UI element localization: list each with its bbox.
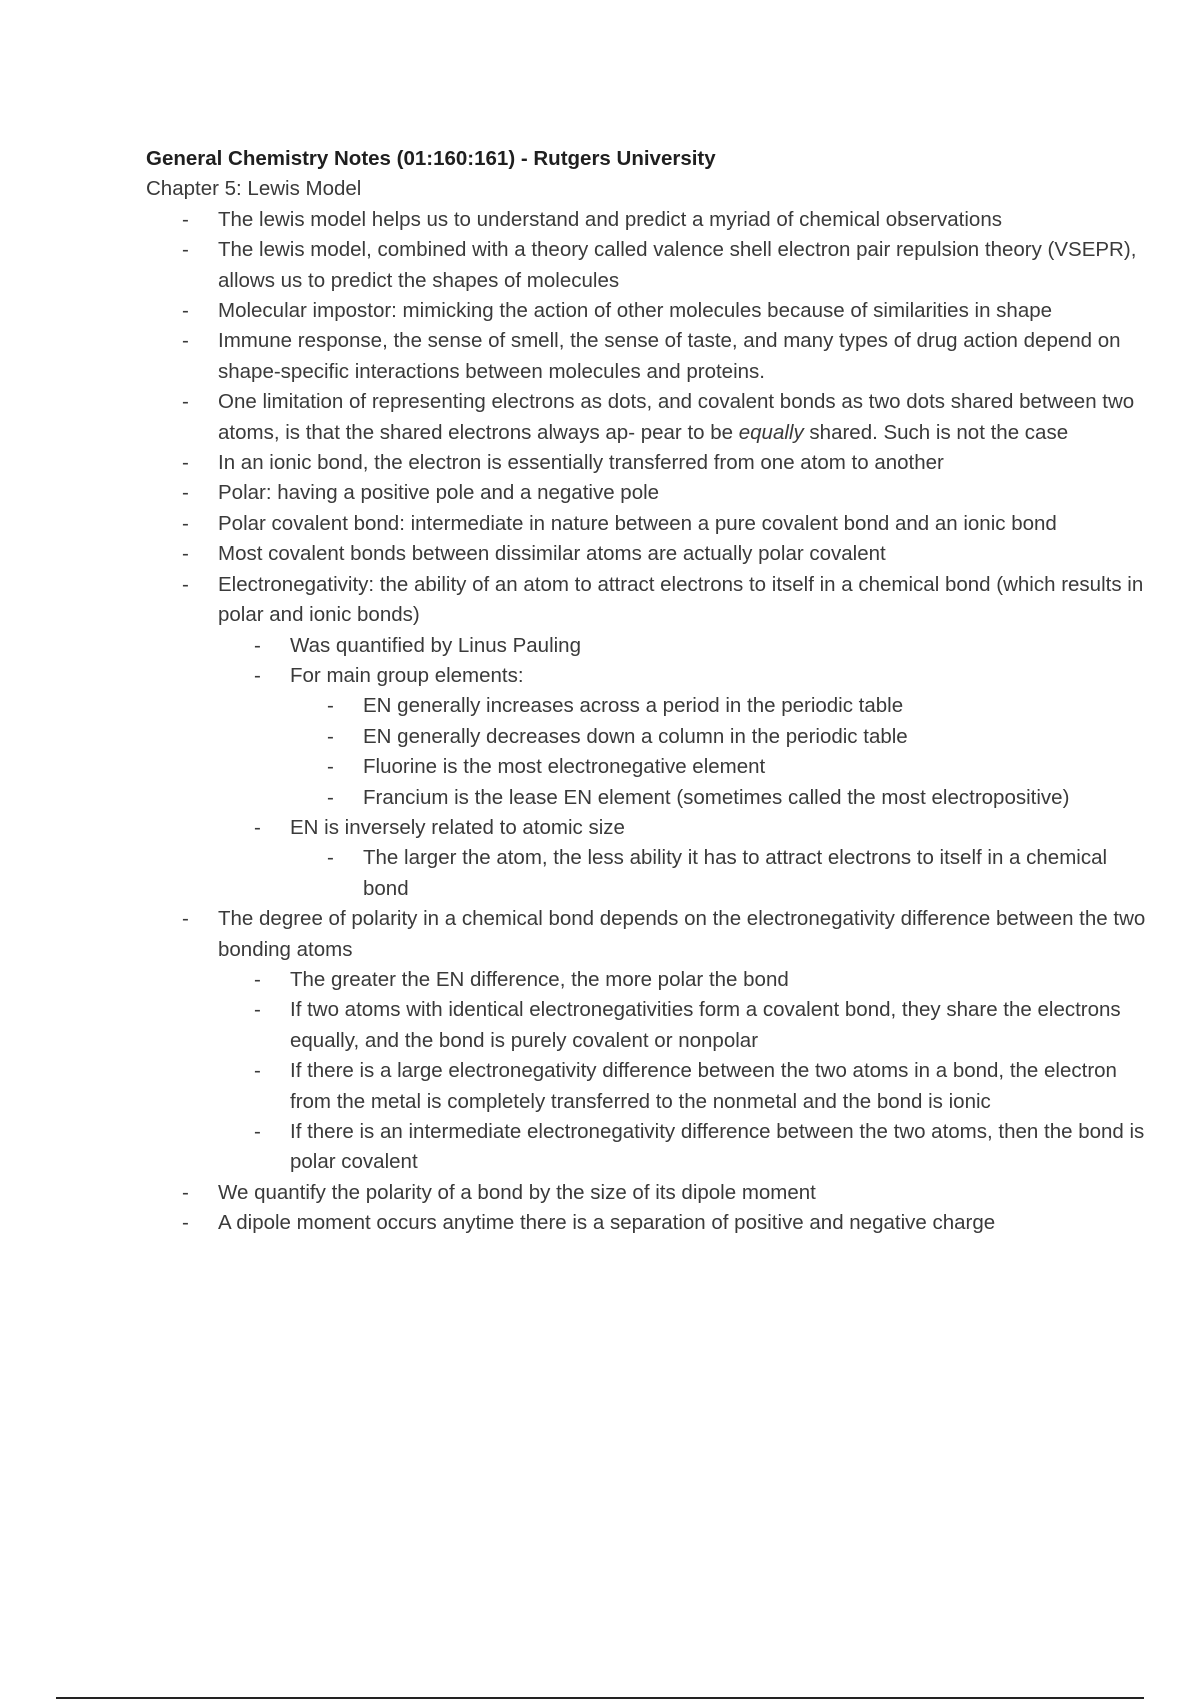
note-text: A dipole moment occurs anytime there is a separation of positive and negative charge — [218, 1211, 996, 1235]
note-item-level-1 — [146, 326, 1146, 387]
note-item-level-1 — [146, 509, 1146, 539]
note-item-level-1 — [146, 539, 1146, 569]
bullet-dash: - — [182, 481, 189, 505]
bullet-dash: - — [182, 451, 189, 475]
note-text: Francium is the lease EN element (sometimes called the most electropositive) — [363, 785, 1070, 809]
note-item-level-1 — [146, 387, 1146, 448]
bullet-dash: - — [182, 207, 189, 231]
note-text: We quantify the polarity of a bond by the size of its dipole moment — [218, 1180, 816, 1204]
note-item-level-1 — [146, 904, 1146, 965]
note-text: Immune response, the sense of smell, the sense of taste, and many types of drug action depend on shape-specific interactions between molecules and proteins. — [218, 329, 1121, 383]
note-item-level-1 — [146, 448, 1146, 478]
note-item-level-2 — [146, 631, 1146, 661]
note-text: The larger the atom, the less ability it has to attract electrons to itself in a chemical bond — [363, 846, 1108, 900]
note-item-level-1 — [146, 1178, 1146, 1208]
note-item-level-2 — [146, 1117, 1146, 1178]
note-text: shared. Such is not the case — [803, 420, 1069, 444]
bullet-dash: - — [182, 299, 189, 323]
note-item-level-3 — [146, 722, 1146, 752]
note-text: If there is an intermediate electronegativity difference between the two atoms, then the bond is polar covalent — [290, 1120, 1145, 1174]
note-text: Fluorine is the most electronegative element — [363, 755, 766, 779]
note-item-level-2 — [146, 813, 1146, 843]
note-item-level-1 — [146, 570, 1146, 631]
bullet-dash: - — [182, 907, 189, 931]
bullet-dash: - — [327, 846, 334, 870]
note-item-level-2 — [146, 995, 1146, 1056]
bullet-dash: - — [182, 511, 189, 535]
bullet-dash: - — [182, 542, 189, 566]
bullet-dash: - — [254, 998, 261, 1022]
note-text: If there is a large electronegativity difference between the two atoms in a bond, the electron from the metal is completely transferred to the nonmetal and the bond is ionic — [290, 1059, 1117, 1113]
note-text: Electronegativity: the ability of an atom to attract electrons to itself in a chemical bond (which results in polar and ionic bonds) — [218, 572, 1144, 627]
bullet-dash: - — [254, 663, 261, 687]
note-text: One limitation of representing electrons as dots, and covalent bonds as two dots shared between two atoms, is that the shared electrons always ap- pear to be — [218, 390, 1135, 444]
bullet-dash: - — [327, 694, 334, 718]
notes-list — [146, 205, 1146, 1239]
note-item-level-1 — [146, 1208, 1146, 1238]
note-text: Polar: having a positive pole and a negative pole — [218, 481, 660, 505]
note-item-level-2 — [146, 965, 1146, 995]
note-text: For main group elements: — [290, 663, 524, 687]
bullet-dash: - — [182, 572, 189, 596]
note-text: If two atoms with identical electronegativities form a covalent bond, they share the electrons equally, and the bond is purely covalent or nonpolar — [290, 998, 1121, 1052]
bullet-dash: - — [327, 785, 334, 809]
note-text: The greater the EN difference, the more polar the bond — [290, 967, 789, 991]
note-text: EN generally increases across a period in the periodic table — [363, 694, 904, 718]
bullet-dash: - — [327, 755, 334, 779]
bullet-dash: - — [254, 1059, 261, 1083]
note-item-level-2 — [146, 1056, 1146, 1117]
note-item-level-3 — [146, 783, 1146, 813]
note-text: Most covalent bonds between dissimilar atoms are actually polar covalent — [218, 542, 886, 566]
document-page — [146, 144, 1146, 1239]
footer-rule — [56, 1697, 1144, 1699]
note-text: EN is inversely related to atomic size — [290, 815, 625, 839]
note-text: In an ionic bond, the electron is essentially transferred from one atom to another — [218, 451, 944, 475]
bullet-dash: - — [254, 967, 261, 991]
bullet-dash: - — [182, 238, 189, 262]
bullet-dash: - — [327, 724, 334, 748]
bullet-dash: - — [182, 1180, 189, 1204]
bullet-dash: - — [182, 329, 189, 353]
note-text: EN generally decreases down a column in the periodic table — [363, 724, 908, 748]
note-item-level-1 — [146, 296, 1146, 326]
bullet-dash: - — [254, 633, 261, 657]
note-item-level-1 — [146, 205, 1146, 235]
note-item-level-3 — [146, 752, 1146, 782]
note-text: The lewis model helps us to understand and predict a myriad of chemical observations — [218, 207, 1002, 231]
chapter-heading: Chapter 5: Lewis Model — [146, 177, 362, 201]
note-emphasis: equally — [738, 420, 804, 444]
note-item-level-3 — [146, 691, 1146, 721]
note-text: The lewis model, combined with a theory called valence shell electron pair repulsion theory (VSEPR), allows us to predict the shapes of molecules — [218, 238, 1137, 292]
bullet-dash: - — [182, 1211, 189, 1235]
document-title: General Chemistry Notes (01:160:161) - Rutgers University — [146, 147, 716, 170]
note-text: Polar covalent bond: intermediate in nature between a pure covalent bond and an ionic bond — [218, 511, 1057, 535]
note-text: Molecular impostor: mimicking the action of other molecules because of similarities in shape — [218, 299, 1053, 323]
note-item-level-1 — [146, 235, 1146, 296]
note-item-level-3 — [146, 843, 1146, 904]
note-item-level-2 — [146, 661, 1146, 691]
note-item-level-1 — [146, 478, 1146, 508]
bullet-dash: - — [254, 815, 261, 839]
bullet-dash: - — [254, 1120, 261, 1143]
note-text: Was quantified by Linus Pauling — [290, 633, 581, 657]
note-text: The degree of polarity in a chemical bond depends on the electronegativity difference between the two bonding atoms — [218, 907, 1146, 961]
bullet-dash: - — [182, 390, 189, 414]
